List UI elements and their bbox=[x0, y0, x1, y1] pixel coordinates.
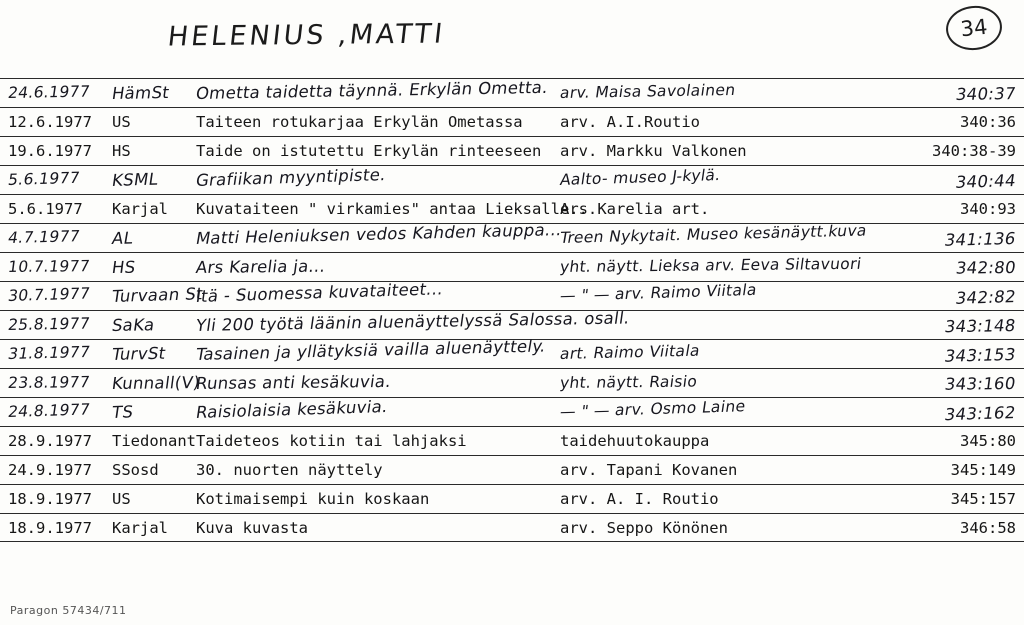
entry-date: 5.6.1977 bbox=[8, 200, 83, 218]
entry-reference: 343:162 bbox=[943, 403, 1018, 425]
entry-title: Ometta taidetta täynnä. Erkylän Ometta. bbox=[194, 77, 550, 103]
entry-byline: arv. Markku Valkonen bbox=[560, 142, 747, 160]
entry-byline: taidehuutokauppa bbox=[560, 432, 710, 450]
entry-reference: 342:80 bbox=[954, 258, 1018, 278]
table-row bbox=[0, 368, 1024, 397]
entry-byline: Aalto- museo J-kylä. bbox=[558, 165, 722, 189]
entry-source: US bbox=[112, 490, 131, 508]
entry-byline: arv. Tapani Kovanen bbox=[560, 461, 738, 479]
entry-reference: 343:148 bbox=[943, 316, 1018, 337]
entry-reference: 340:44 bbox=[954, 171, 1018, 192]
table-row bbox=[0, 220, 1024, 252]
entry-list bbox=[0, 78, 1024, 542]
entry-reference: 340:38-39 bbox=[932, 142, 1016, 160]
entry-byline: Treen Nykytait. Museo kesänäytt.kuva bbox=[558, 221, 869, 247]
table-row bbox=[0, 107, 1024, 136]
entry-source: Karjal bbox=[112, 519, 168, 537]
entry-title: Grafiikan myyntipiste. bbox=[194, 165, 388, 190]
entry-title: Taide on istutettu Erkylän rinteeseen bbox=[196, 142, 542, 160]
entry-source: SSosd bbox=[112, 461, 159, 479]
entry-title: Runsas anti kesäkuvia. bbox=[194, 371, 393, 393]
table-row bbox=[0, 252, 1024, 281]
entry-reference: 340:37 bbox=[954, 84, 1018, 105]
entry-source: HS bbox=[112, 142, 131, 160]
entry-date: 4.7.1977 bbox=[6, 227, 82, 247]
entry-source: Karjal bbox=[112, 200, 168, 218]
table-row bbox=[0, 484, 1024, 513]
entry-byline: art. Raimo Viitala bbox=[558, 341, 702, 363]
entry-date: 31.8.1977 bbox=[6, 343, 92, 363]
entry-date: 24.9.1977 bbox=[8, 461, 92, 479]
table-row bbox=[0, 426, 1024, 455]
entry-reference: 340:93 bbox=[960, 200, 1016, 218]
entry-date: 10.7.1977 bbox=[6, 257, 91, 276]
entry-reference: 345:149 bbox=[950, 461, 1016, 479]
entry-source: AL bbox=[110, 228, 135, 248]
entry-byline: yht. näytt. Lieksa arv. Eeva Siltavuori bbox=[558, 254, 863, 276]
card-header bbox=[0, 0, 1024, 78]
entry-date: 23.8.1977 bbox=[6, 373, 91, 392]
page-title: HELENIUS ,MATTI bbox=[166, 18, 447, 53]
entry-date: 19.6.1977 bbox=[8, 142, 92, 160]
entry-byline: Ars Karelia art. bbox=[560, 200, 710, 218]
entry-date: 24.6.1977 bbox=[6, 82, 92, 102]
entry-byline: arv. Seppo Könönen bbox=[560, 519, 728, 537]
entry-date: 30.7.1977 bbox=[6, 284, 92, 305]
entry-title: Taideteos kotiin tai lahjaksi bbox=[196, 432, 467, 450]
entry-byline: arv. A. I. Routio bbox=[560, 490, 719, 508]
entry-title: Ars Karelia ja... bbox=[194, 256, 327, 277]
entry-title: Tasainen ja yllätyksiä vailla aluenäyttely. bbox=[194, 336, 548, 364]
table-row bbox=[0, 336, 1024, 368]
entry-source: US bbox=[112, 113, 131, 131]
table-row bbox=[0, 513, 1024, 542]
entry-reference: 343:160 bbox=[944, 374, 1018, 394]
entry-source: Kunnall(V) bbox=[110, 373, 202, 393]
entry-title: Raisiolaisia kesäkuvia. bbox=[194, 397, 390, 422]
entry-source: TurvSt bbox=[110, 343, 168, 364]
entry-reference: 345:157 bbox=[950, 490, 1016, 508]
entry-source: HS bbox=[110, 257, 137, 277]
table-row bbox=[0, 78, 1024, 107]
entry-byline: — " — arv. Osmo Laine bbox=[558, 397, 747, 421]
entry-title: 30. nuorten näyttely bbox=[196, 461, 383, 479]
entry-source: Turvaan St bbox=[110, 284, 205, 306]
entry-reference: 340:36 bbox=[960, 113, 1016, 131]
entry-byline: arv. A.I.Routio bbox=[560, 113, 700, 131]
entry-reference: 345:80 bbox=[960, 432, 1016, 450]
entry-byline: arv. Maisa Savolainen bbox=[558, 80, 737, 102]
entry-source: SaKa bbox=[110, 315, 156, 335]
entry-title: Itä - Suomessa kuvataiteet... bbox=[194, 279, 445, 306]
entry-source: KSML bbox=[110, 169, 160, 190]
printer-imprint: Paragon 57434/711 bbox=[10, 604, 127, 617]
entry-title: Taiteen rotukarjaa Erkylän Ometassa bbox=[196, 113, 523, 131]
entry-title: Kuva kuvasta bbox=[196, 519, 308, 537]
entry-reference: 346:58 bbox=[960, 519, 1016, 537]
entry-title: Yli 200 työtä läänin aluenäyttelyssä Salossa. osall. bbox=[194, 308, 631, 335]
entry-reference: 343:153 bbox=[943, 345, 1018, 366]
entry-date: 12.6.1977 bbox=[8, 113, 92, 131]
table-row bbox=[0, 136, 1024, 165]
entry-byline: — " — arv. Raimo Viitala bbox=[558, 280, 759, 305]
entry-date: 18.9.1977 bbox=[8, 519, 92, 537]
entry-source: HämSt bbox=[110, 83, 171, 103]
table-row bbox=[0, 165, 1024, 194]
entry-source: TS bbox=[110, 402, 135, 422]
entry-title: Matti Heleniuksen vedos Kahden kauppa... bbox=[194, 220, 564, 248]
entry-date: 25.8.1977 bbox=[6, 314, 92, 334]
table-row bbox=[0, 455, 1024, 484]
entry-date: 28.9.1977 bbox=[8, 432, 92, 450]
entry-date: 5.6.1977 bbox=[6, 168, 82, 189]
entry-reference: 342:82 bbox=[954, 287, 1018, 308]
table-row bbox=[0, 397, 1024, 426]
entry-byline: yht. näytt. Raisio bbox=[558, 372, 699, 392]
entry-date: 18.9.1977 bbox=[8, 490, 92, 508]
card-number-badge: 34 bbox=[944, 3, 1004, 53]
entry-date: 24.8.1977 bbox=[6, 400, 92, 421]
entry-source: Tiedonant bbox=[112, 432, 196, 450]
entry-title: Kuvataiteen " virkamies" antaa Lieksalle... bbox=[196, 200, 598, 218]
entry-title: Kotimaisempi kuin koskaan bbox=[196, 490, 430, 508]
entry-reference: 341:136 bbox=[943, 229, 1018, 250]
